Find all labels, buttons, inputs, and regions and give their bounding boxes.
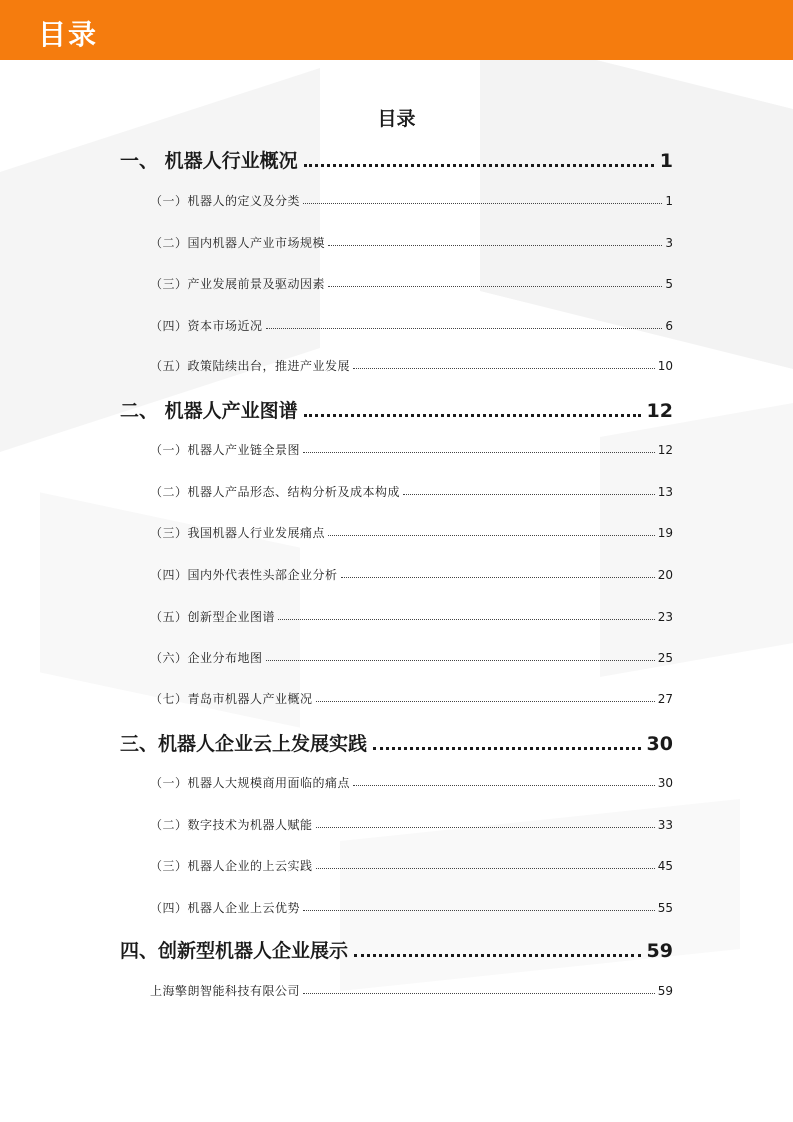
toc-entry-level2[interactable] xyxy=(150,483,673,499)
dot-leader xyxy=(354,954,641,957)
toc-entry-label: 三、机器人企业云上发展实践 xyxy=(120,733,368,755)
toc-entry-label: （一）机器人产业链全景图 xyxy=(150,443,301,457)
toc-entry-level1[interactable] xyxy=(120,396,673,422)
dot-leader xyxy=(303,452,655,453)
toc-entry-page: 20 xyxy=(657,568,673,582)
dot-leader xyxy=(353,368,655,369)
toc-entry-label: （一）机器人的定义及分类 xyxy=(150,194,301,208)
toc-entry-page: 12 xyxy=(646,400,673,422)
dot-leader xyxy=(303,203,662,204)
dot-leader xyxy=(304,164,654,167)
toc-entry-label: （三）我国机器人行业发展痛点 xyxy=(150,526,326,540)
toc-entry-level2[interactable] xyxy=(150,816,673,832)
toc-entry-page: 5 xyxy=(665,277,673,291)
toc-entry-label: 上海擎朗智能科技有限公司 xyxy=(150,984,301,998)
toc-entry-label: 四、创新型机器人企业展示 xyxy=(120,940,349,962)
toc-entry-label: （一）机器人大规模商用面临的痛点 xyxy=(150,776,351,790)
dot-leader xyxy=(373,747,641,750)
toc-title: 目录 xyxy=(377,108,416,130)
toc-entry-page: 13 xyxy=(657,485,673,499)
toc-entry-level2[interactable] xyxy=(150,192,673,208)
toc-entry-label: （二）国内机器人产业市场规模 xyxy=(150,236,326,250)
toc-entry-page: 55 xyxy=(657,901,673,915)
toc-entry-level1[interactable] xyxy=(120,936,673,962)
dot-leader xyxy=(353,785,655,786)
toc-entry-page: 30 xyxy=(646,733,673,755)
toc-entry-level2[interactable] xyxy=(150,524,673,540)
dot-leader xyxy=(328,535,655,536)
dot-leader xyxy=(303,910,655,911)
toc-entry-label: （四）资本市场近况 xyxy=(150,319,263,333)
dot-leader xyxy=(278,619,655,620)
toc-entry-label: （三）机器人企业的上云实践 xyxy=(150,859,313,873)
toc-entry-page: 23 xyxy=(657,610,673,624)
toc-entry-level2[interactable] xyxy=(150,234,673,250)
toc-entry-level1[interactable] xyxy=(120,729,673,755)
toc-entry-label: 一、 机器人行业概况 xyxy=(120,150,298,172)
dot-leader xyxy=(341,577,655,578)
toc-entry-level2[interactable] xyxy=(150,857,673,873)
dot-leader xyxy=(316,701,655,702)
toc-entry-level2[interactable] xyxy=(150,982,673,998)
header-bar xyxy=(0,0,793,60)
toc-entry-page: 3 xyxy=(665,236,673,250)
dot-leader xyxy=(316,868,655,869)
toc-entry-label: （四）国内外代表性头部企业分析 xyxy=(150,568,338,582)
toc-entry-page: 59 xyxy=(646,940,673,962)
toc-entry-page: 25 xyxy=(657,651,673,665)
toc-entry-page: 1 xyxy=(665,194,673,208)
toc-entry-label: （三）产业发展前景及驱动因素 xyxy=(150,277,326,291)
toc-entry-page: 10 xyxy=(657,359,673,373)
toc-entry-label: 二、 机器人产业图谱 xyxy=(120,400,298,422)
dot-leader xyxy=(303,993,655,994)
toc-entry-page: 30 xyxy=(657,776,673,790)
toc-entry-level2[interactable] xyxy=(150,441,673,457)
toc-entry-label: （七）青岛市机器人产业概况 xyxy=(150,692,313,706)
toc-entry-level2[interactable] xyxy=(150,275,673,291)
toc-entry-page: 1 xyxy=(659,150,673,172)
toc-entry-level2[interactable] xyxy=(150,357,673,373)
toc-entry-page: 59 xyxy=(657,984,673,998)
dot-leader xyxy=(266,328,663,329)
dot-leader xyxy=(328,245,662,246)
toc-entry-label: （五）创新型企业图谱 xyxy=(150,610,276,624)
toc-entry-page: 6 xyxy=(665,319,673,333)
toc-entry-label: （二）机器人产品形态、结构分析及成本构成 xyxy=(150,485,401,499)
dot-leader xyxy=(304,414,641,417)
toc-entry-level2[interactable] xyxy=(150,774,673,790)
toc-entry-page: 19 xyxy=(657,526,673,540)
toc-entry-level2[interactable] xyxy=(150,649,673,665)
toc-entry-level2[interactable] xyxy=(150,899,673,915)
toc-entry-label: （二）数字技术为机器人赋能 xyxy=(150,818,313,832)
toc-entry-label: （六）企业分布地图 xyxy=(150,651,263,665)
dot-leader xyxy=(328,286,662,287)
dot-leader xyxy=(266,660,655,661)
dot-leader xyxy=(403,494,655,495)
toc-entry-level2[interactable] xyxy=(150,566,673,582)
toc-entry-page: 45 xyxy=(657,859,673,873)
toc-entry-level1[interactable] xyxy=(120,146,673,172)
toc-entry-level2[interactable] xyxy=(150,317,673,333)
toc-entry-page: 33 xyxy=(657,818,673,832)
toc-entry-level2[interactable] xyxy=(150,608,673,624)
toc-entry-page: 27 xyxy=(657,692,673,706)
header-title: 目录 xyxy=(38,18,99,51)
toc-entry-page: 12 xyxy=(657,443,673,457)
toc-entry-label: （四）机器人企业上云优势 xyxy=(150,901,301,915)
toc-entry-level2[interactable] xyxy=(150,690,673,706)
dot-leader xyxy=(316,827,655,828)
toc-entry-label: （五）政策陆续出台，推进产业发展 xyxy=(150,359,351,373)
